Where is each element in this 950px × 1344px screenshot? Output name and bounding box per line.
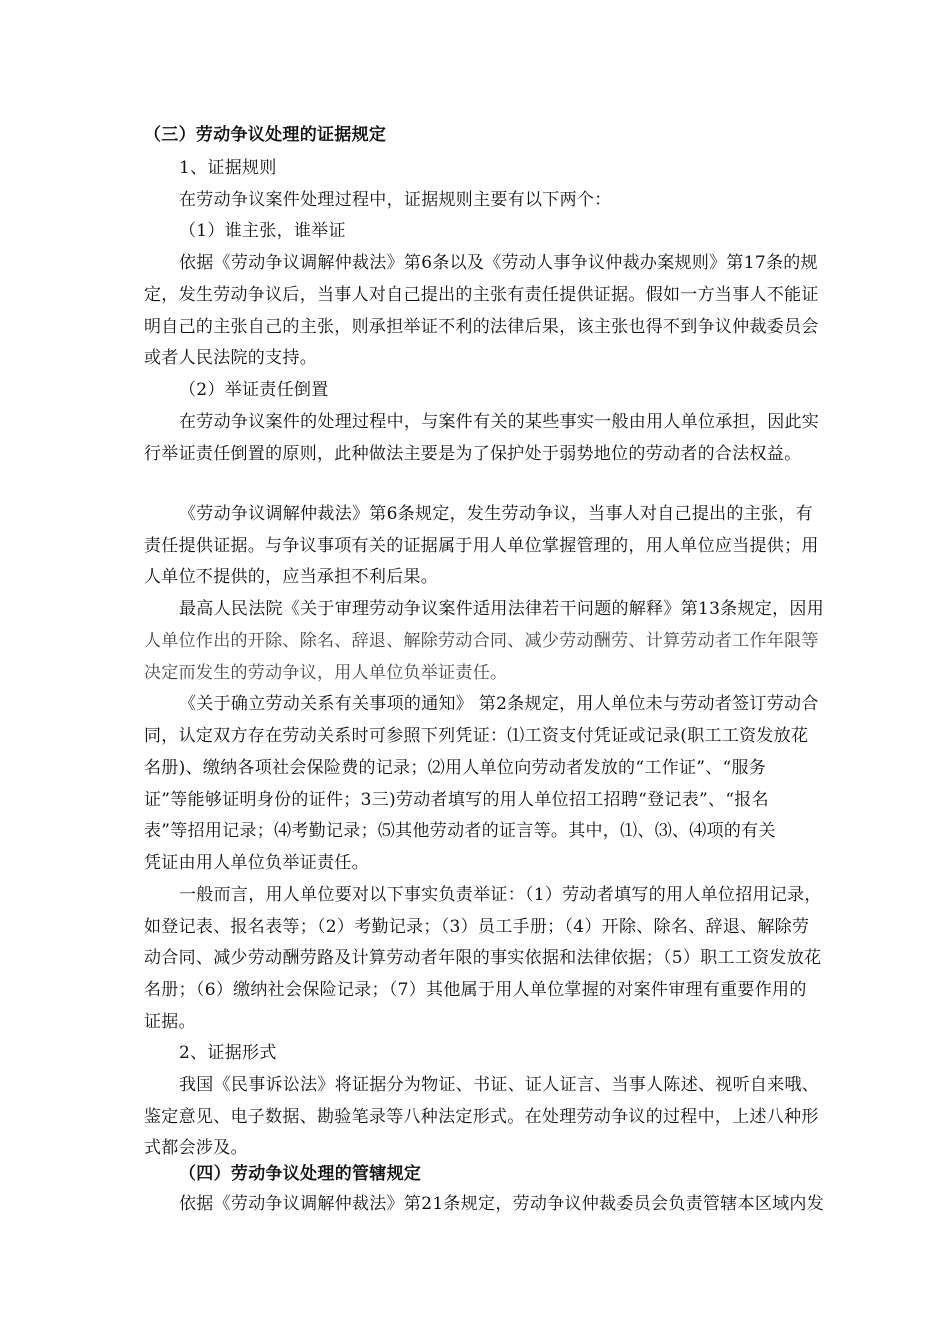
paragraph-line: 证”等能够证明身份的证件；3三)劳动者填写的用人单位招工招聘“登记表”、“报名 — [144, 790, 769, 810]
paragraph-line: 依据《劳动争议调解仲裁法》第21条规定，劳动争议仲裁委员会负责管辖本区域内发 — [179, 1194, 825, 1214]
paragraph-line: 表”等招用记录；⑷考勤记录；⑸其他劳动者的证言等。其中，⑴、⑶、⑷项的有关 — [144, 821, 776, 841]
paragraph-line: 在劳动争议案件处理过程中，证据规则主要有以下两个： — [179, 190, 612, 210]
paragraph-line: 同，认定双方存在劳动关系时可参照下列凭证：⑴工资支付凭证或记录(职工工资发放花 — [144, 726, 809, 746]
paragraph-line: 依据《劳动争议调解仲裁法》第6条以及《劳动人事争议仲裁办案规则》第17条的规 — [179, 253, 818, 273]
section-heading-4: （四）劳动争议处理的管辖规定 — [179, 1164, 422, 1184]
paragraph-line: 行举证责任倒置的原则，此种做法主要是为了保护处于弱势地位的劳动者的合法权益。 — [144, 444, 802, 464]
paragraph-line: 人单位作出的开除、除名、辞退、解除劳动合同、减少劳动酬劳、计算劳动者工作年限等 — [144, 631, 819, 651]
rule-title-2: （2）举证责任倒置 — [179, 380, 329, 400]
paragraph-line: 定，发生劳动争议后，当事人对自己提出的主张有责任提供证据。假如一方当事人不能证 — [144, 285, 819, 305]
paragraph-line: 人单位不提供的，应当承担不利后果。 — [144, 567, 439, 587]
paragraph-line: 证据。 — [144, 1012, 196, 1032]
paragraph-line: 鉴定意见、电子数据、勘验笔录等八种法定形式。在处理劳动争议的过程中，上述八种形 — [144, 1107, 819, 1127]
paragraph-line: 式都会涉及。 — [144, 1138, 248, 1158]
paragraph-line: 名册)、缴纳各项社会保险费的记录；⑵用人单位向劳动者发放的“工作证”、“服务 — [144, 758, 767, 778]
paragraph-line: 《关于确立劳动关系有关事项的通知》 第2条规定，用人单位未与劳动者签订劳动合 — [179, 694, 819, 714]
paragraph-line: 在劳动争议案件的处理过程中，与案件有关的某些事实一般由用人单位承担，因此实 — [179, 412, 820, 432]
paragraph-line: 如登记表、报名表等；（2）考勤记录；（3）员工手册；（4）开除、除名、辞退、解除劳 — [144, 917, 810, 937]
paragraph-line: 决定而发生的劳动争议，用人单位负举证责任。 — [144, 663, 508, 683]
paragraph-line: 一般而言，用人单位要对以下事实负责举证：（1）劳动者填写的用人单位招用记录， — [179, 885, 822, 905]
paragraph-line: 责任提供证据。与争议事项有关的证据属于用人单位掌握管理的，用人单位应当提供；用 — [144, 536, 819, 556]
paragraph-line: 或者人民法院的支持。 — [144, 348, 317, 368]
paragraph-line: 名册；（6）缴纳社会保险记录；（7）其他属于用人单位掌握的对案件审理有重要作用的 — [144, 980, 807, 1000]
rule-title-1: （1）谁主张，谁举证 — [179, 221, 346, 241]
paragraph-line: 明自己的主张自己的主张，则承担举证不利的法律后果，该主张也得不到争议仲裁委员会 — [144, 317, 819, 337]
subsection-title-evidence-rules: 1、证据规则 — [179, 158, 277, 178]
paragraph-line: 《劳动争议调解仲裁法》第6条规定，发生劳动争议，当事人对自己提出的主张，有 — [179, 504, 813, 524]
paragraph-line: 最高人民法院《关于审理劳动争议案件适用法律若干问题的解释》第13条规定，因用 — [179, 599, 825, 619]
subsection-title-evidence-forms: 2、证据形式 — [179, 1043, 277, 1063]
section-heading-3: （三）劳动争议处理的证据规定 — [144, 125, 387, 145]
paragraph-line: 动合同、减少劳动酬劳路及计算劳动者年限的事实依据和法律依据；（5）职工工资发放花 — [144, 948, 822, 968]
paragraph-line: 凭证由用人单位负举证责任。 — [144, 853, 369, 873]
paragraph-line: 我国《民事诉讼法》将证据分为物证、书证、证人证言、当事人陈述、视听自来哦、 — [179, 1075, 820, 1095]
